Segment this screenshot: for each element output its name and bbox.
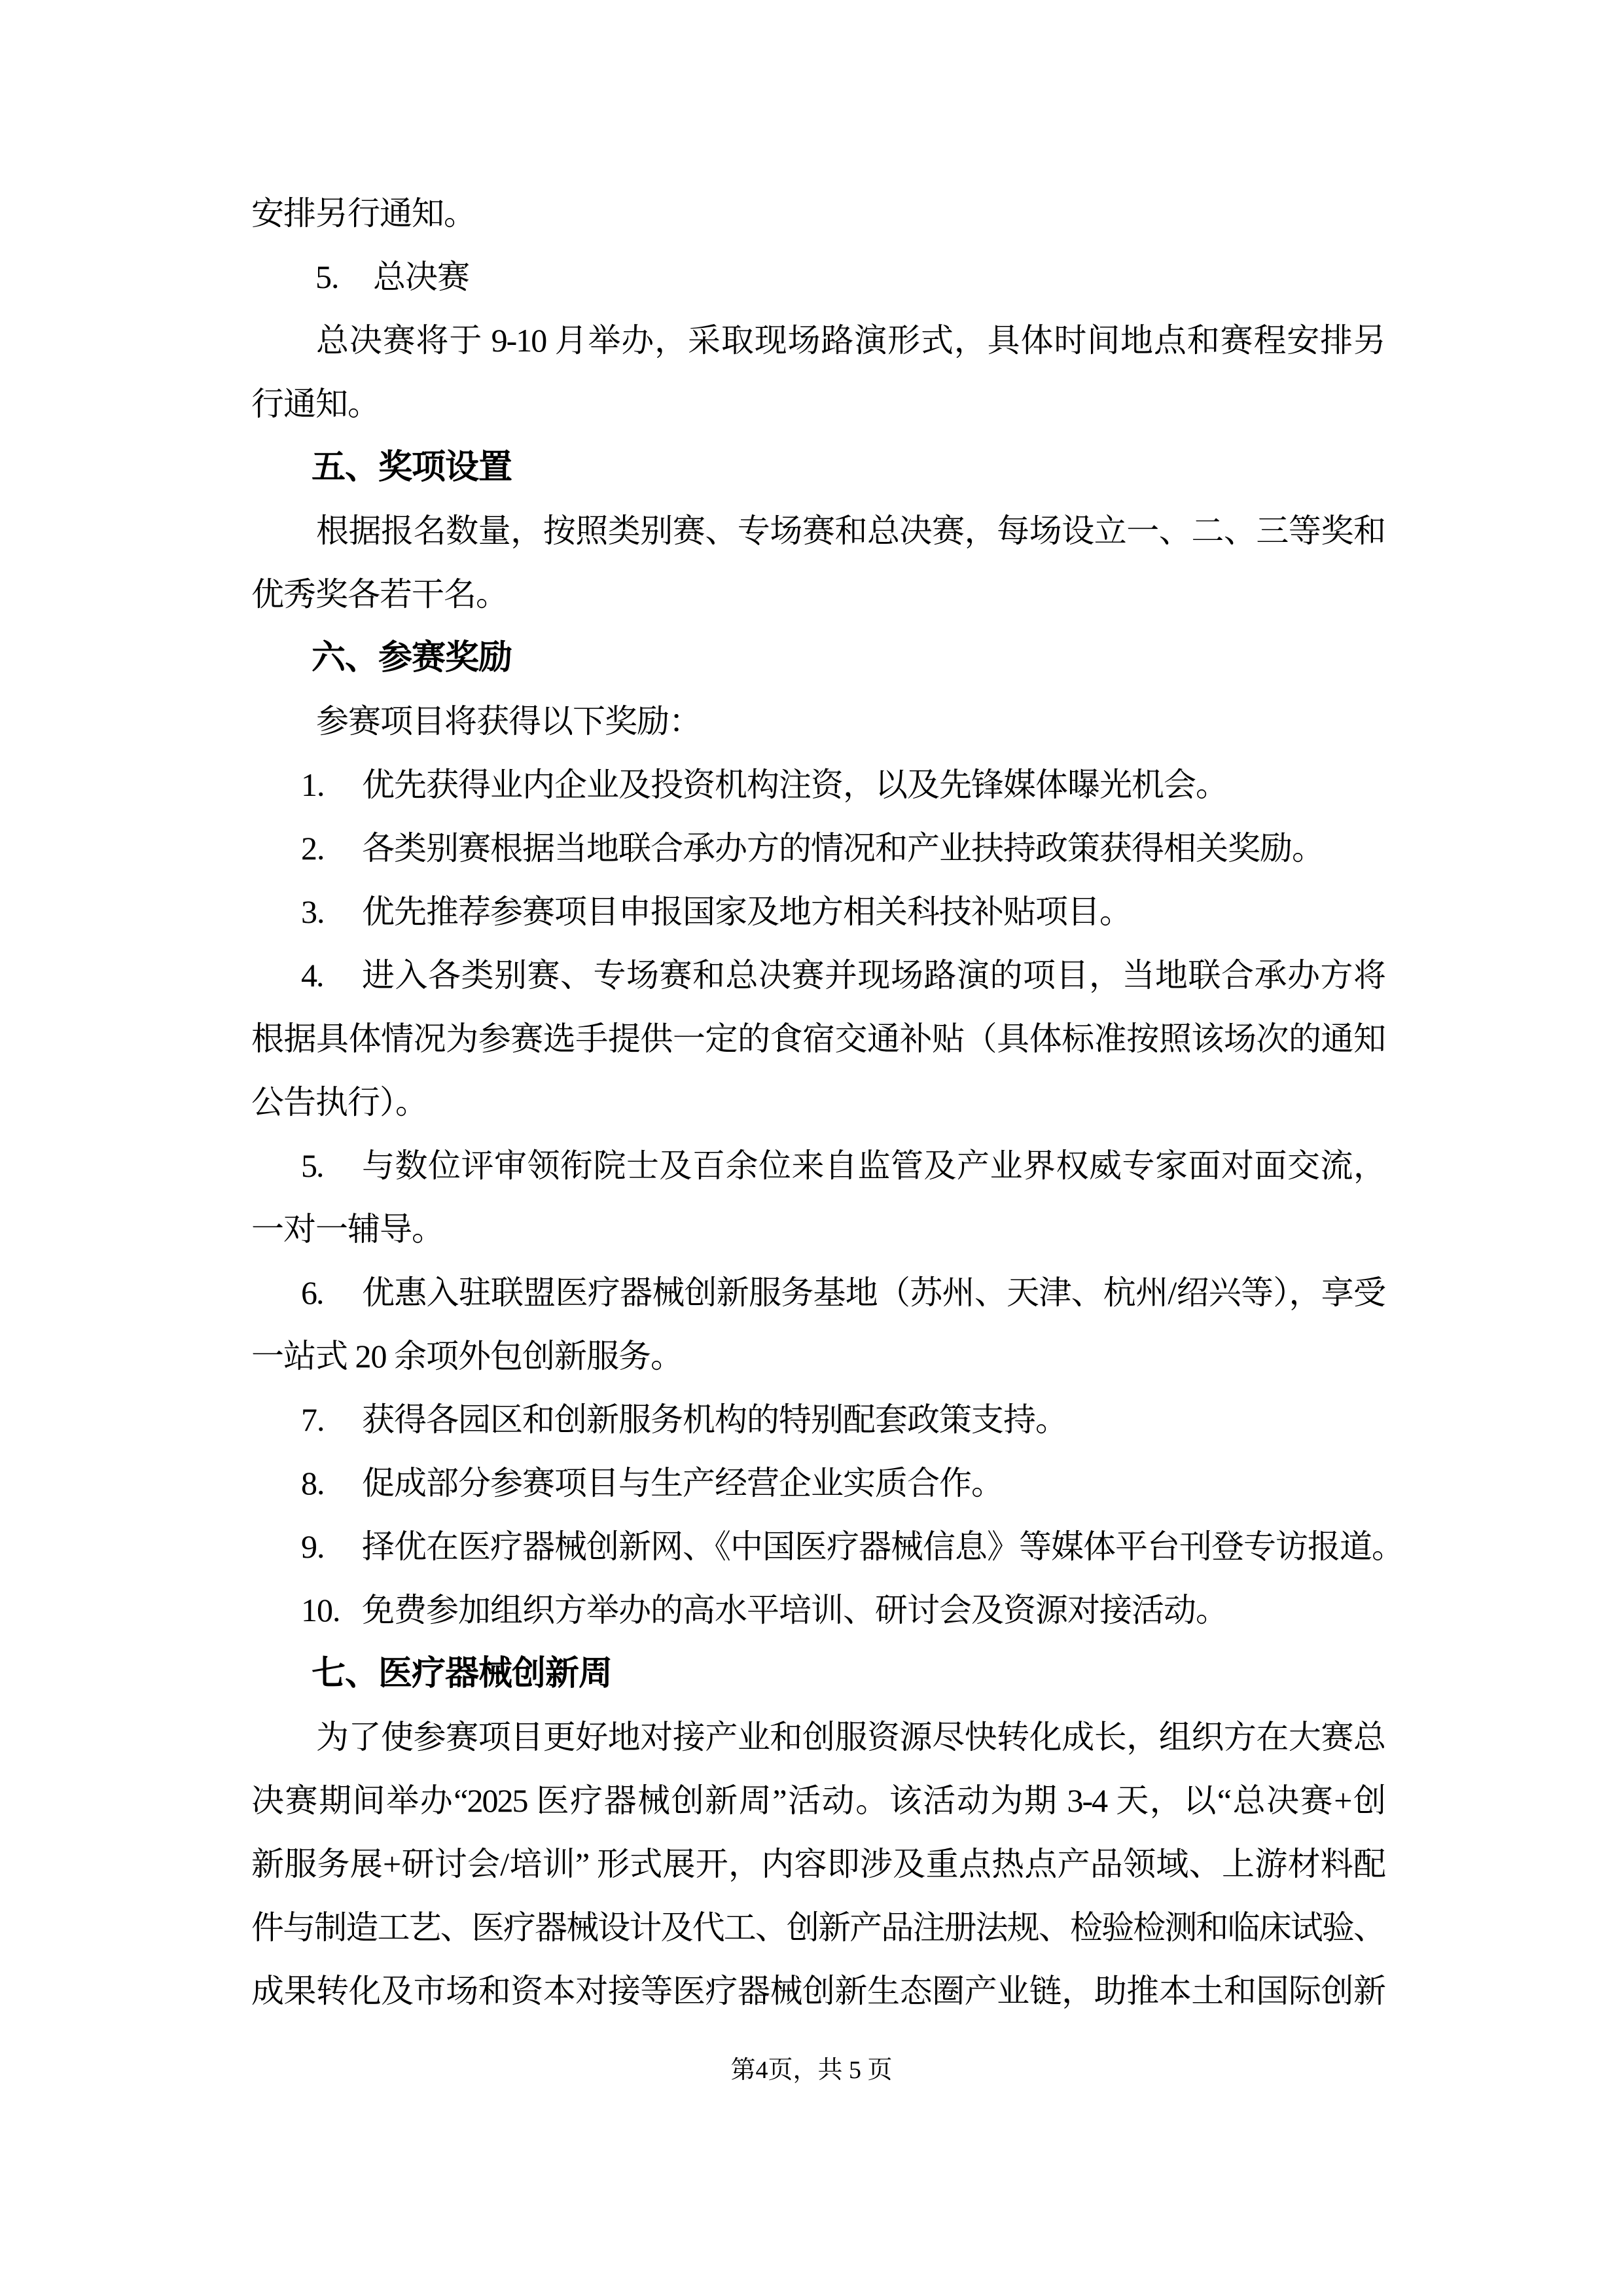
- doc-line-text: 七、医疗器械创新周: [312, 1655, 613, 1693]
- doc-line: [251, 1198, 1385, 1261]
- doc-line-text: 决赛期间举办“2025 医疗器械创新周”活动。该活动为期 3-4 天，以“总决赛+创: [251, 1782, 1385, 1819]
- doc-line: [251, 1896, 1385, 1960]
- doc-line: [251, 436, 1385, 499]
- doc-line-text: 免费参加组织方举办的高水平培训、研讨会及资源对接活动。: [362, 1592, 1228, 1628]
- doc-line: [251, 309, 1385, 372]
- doc-line: [251, 690, 1385, 753]
- doc-line-text: 新服务展+研讨会/培训” 形式展开，内容即涉及重点热点产品领域、上游材料配: [251, 1846, 1385, 1882]
- doc-line-text: 根据具体情况为参赛选手提供一定的食宿交通补贴（具体标准按照该场次的通知: [251, 1020, 1385, 1057]
- doc-line: [251, 563, 1385, 626]
- doc-line: [251, 182, 1385, 245]
- doc-line: [251, 245, 1385, 309]
- list-number: 6.: [301, 1274, 323, 1311]
- doc-line: [251, 1134, 1385, 1198]
- page-footer: 第4页，共 5 页: [730, 2056, 893, 2084]
- doc-line-text: 安排另行通知。: [251, 195, 476, 232]
- doc-line: [251, 499, 1385, 563]
- doc-line-text: 优惠入驻联盟医疗器械创新服务基地（苏州、天津、杭州/绍兴等），享受: [362, 1274, 1385, 1311]
- doc-line: [251, 1642, 1385, 1706]
- doc-line: [251, 372, 1385, 436]
- list-number: 4.: [301, 957, 323, 994]
- list-number: 8.: [301, 1465, 325, 1501]
- doc-line-text: 根据报名数量，按照类别赛、专场赛和总决赛，每场设立一、二、三等奖和: [316, 512, 1385, 549]
- doc-line-text: 为了使参赛项目更好地对接产业和创服资源尽快转化成长，组织方在大赛总: [316, 1719, 1385, 1755]
- doc-line: [251, 1007, 1385, 1071]
- doc-line-text: 进入各类别赛、专场赛和总决赛并现场路演的项目，当地联合承办方将: [362, 957, 1385, 994]
- list-number: 7.: [301, 1401, 325, 1438]
- doc-line: [251, 1579, 1385, 1642]
- doc-line: [251, 1960, 1385, 2023]
- doc-line-text: 总决赛将于 9-10 月举办，采取现场路演形式，具体时间地点和赛程安排另: [316, 322, 1385, 359]
- doc-line: [251, 1452, 1385, 1515]
- doc-line-text: 优先获得业内企业及投资机构注资，以及先锋媒体曝光机会。: [362, 766, 1228, 803]
- doc-line-text: 优秀奖各若干名。: [251, 576, 508, 613]
- doc-line: [251, 880, 1385, 944]
- document-body: [251, 182, 1404, 2023]
- doc-line-text: 与数位评审领衔院士及百余位来自监管及产业界权威专家面对面交流，: [362, 1147, 1385, 1184]
- doc-line: [251, 626, 1385, 690]
- doc-line-text: 获得各园区和创新服务机构的特别配套政策支持。: [362, 1401, 1067, 1438]
- doc-line-text: 一站式 20 余项外包创新服务。: [251, 1338, 683, 1374]
- doc-line-text: 件与制造工艺、医疗器械设计及代工、创新产品注册法规、检验检测和临床试验、: [251, 1909, 1385, 1946]
- list-number: 10.: [301, 1592, 340, 1628]
- doc-line: [251, 1071, 1385, 1134]
- list-number: 3.: [301, 893, 325, 930]
- doc-line: [251, 1515, 1404, 1579]
- doc-line-text: 公告执行）。: [251, 1084, 427, 1121]
- list-number: 2.: [301, 830, 325, 867]
- list-number: 1.: [301, 766, 325, 803]
- doc-line: [251, 753, 1385, 817]
- doc-line-text: 行通知。: [251, 386, 380, 422]
- list-number: 5.: [315, 259, 339, 295]
- doc-line: [251, 1833, 1385, 1896]
- doc-line-text: 成果转化及市场和资本对接等医疗器械创新生态圈产业链，助推本土和国际创新: [251, 1973, 1385, 2009]
- doc-line-text: 六、参赛奖励: [312, 639, 512, 677]
- doc-line-text: 择优在医疗器械创新网、《中国医疗器械信息》等媒体平台刊登专访报道。: [362, 1528, 1404, 1565]
- doc-line-text: 促成部分参赛项目与生产经营企业实质合作。: [362, 1465, 1003, 1501]
- doc-line-text: 五、奖项设置: [312, 449, 512, 486]
- doc-line: [251, 1706, 1385, 1769]
- doc-line: [251, 944, 1385, 1007]
- doc-line-text: 总决赛: [373, 259, 469, 295]
- list-number: 9.: [301, 1528, 325, 1565]
- list-number: 5.: [301, 1147, 323, 1184]
- doc-line: [251, 1388, 1385, 1452]
- doc-line: [251, 1261, 1385, 1325]
- doc-line-text: 各类别赛根据当地联合承办方的情况和产业扶持政策获得相关奖励。: [362, 830, 1324, 867]
- doc-line-text: 参赛项目将获得以下奖励：: [316, 703, 701, 740]
- doc-line-text: 一对一辅导。: [251, 1211, 444, 1247]
- doc-line-text: 优先推荐参赛项目申报国家及地方相关科技补贴项目。: [362, 893, 1132, 930]
- doc-line: [251, 1769, 1385, 1833]
- doc-line: [251, 1325, 1385, 1388]
- doc-line: [251, 817, 1385, 880]
